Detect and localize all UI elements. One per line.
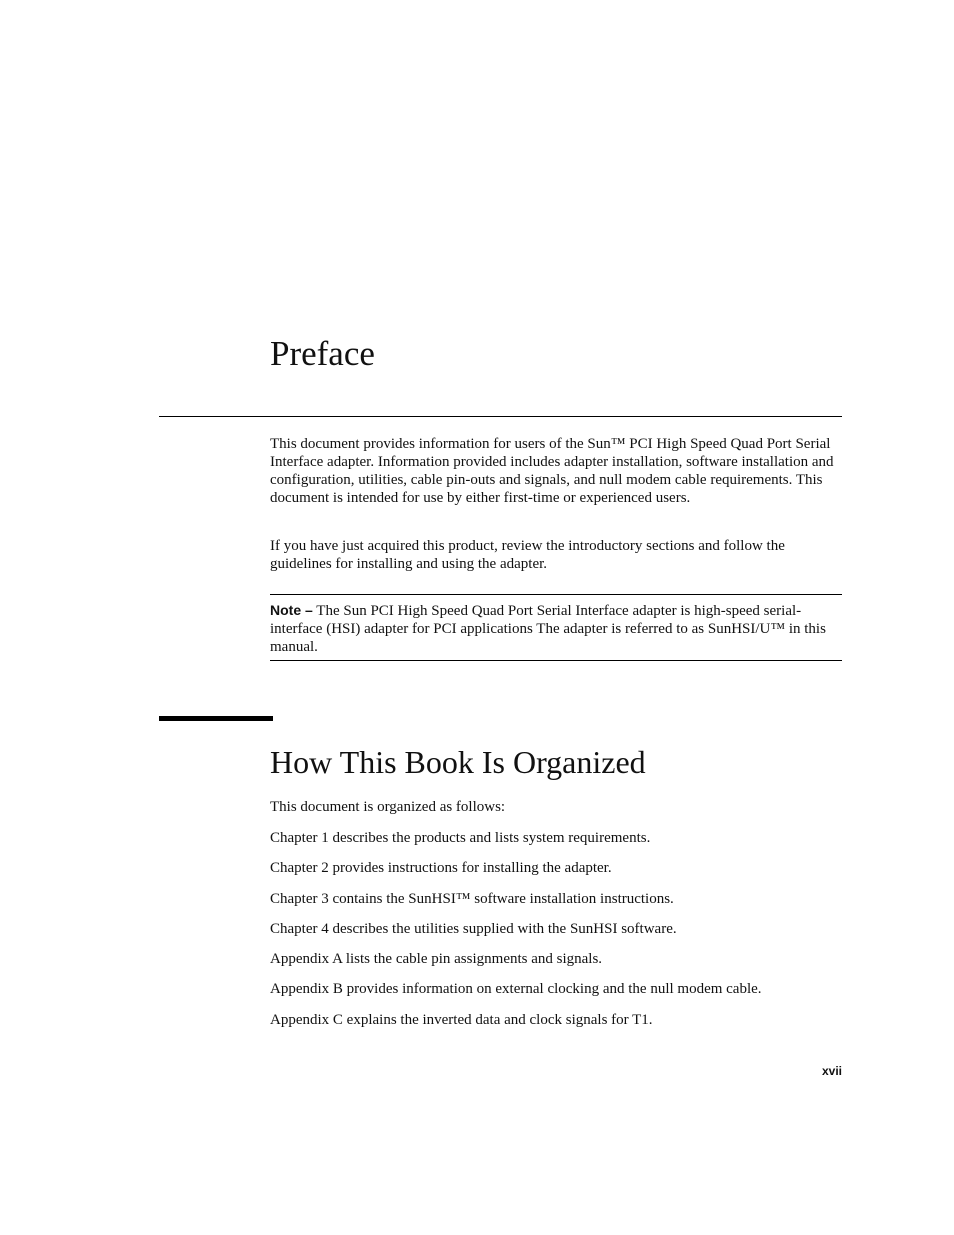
list-item-chapter-1: Chapter 1 describes the products and lists system requirements. [270,830,651,846]
section-title: How This Book Is Organized [270,744,646,780]
note-label: Note – [270,602,313,618]
note-text: The Sun PCI High Speed Quad Port Serial Interface adapter is high-speed serial-interface (HSI) adapter for PCI applications The adapter is referred to as SunHSI/U™ in this manual. [270,603,826,655]
list-item-chapter-2: Chapter 2 provides instructions for installing the adapter. [270,860,612,877]
organization-intro: This document is organized as follows: [270,799,506,815]
preface-paragraph-1: This document provides information for users of the Sun™ PCI High Speed Quad Port Serial Interface adapter. Information provided includes adapter installation, software installation and configuration, utilities, cable pin-outs and signals, and null modem cable requirements. This document is intended for use by either first-time or experienced users. [270,436,834,506]
note-box [270,594,842,661]
page-number: xvii [821,1064,842,1078]
list-item-appendix-c: Appendix C explains the inverted data and clock signals for T1. [270,1011,653,1028]
list-item-chapter-4: Chapter 4 describes the utilities supplied with the SunHSI software. [270,920,677,937]
list-item-appendix-a: Appendix A lists the cable pin assignments and signals. [270,951,603,968]
chapter-title: Preface [270,334,375,373]
organization-list [270,829,842,1041]
chapter-title-rule [159,416,842,417]
list-item-chapter-3: Chapter 3 contains the SunHSI™ software installation instructions. [270,890,674,907]
list-item-appendix-b: Appendix B provides information on external clocking and the null modem cable. [270,981,762,998]
note-paragraph [270,601,842,656]
preface-paragraph-2: If you have just acquired this product, review the introductory sections and follow the guidelines for installing and using the adapter. [270,538,785,572]
section-marker-bar [159,716,273,721]
